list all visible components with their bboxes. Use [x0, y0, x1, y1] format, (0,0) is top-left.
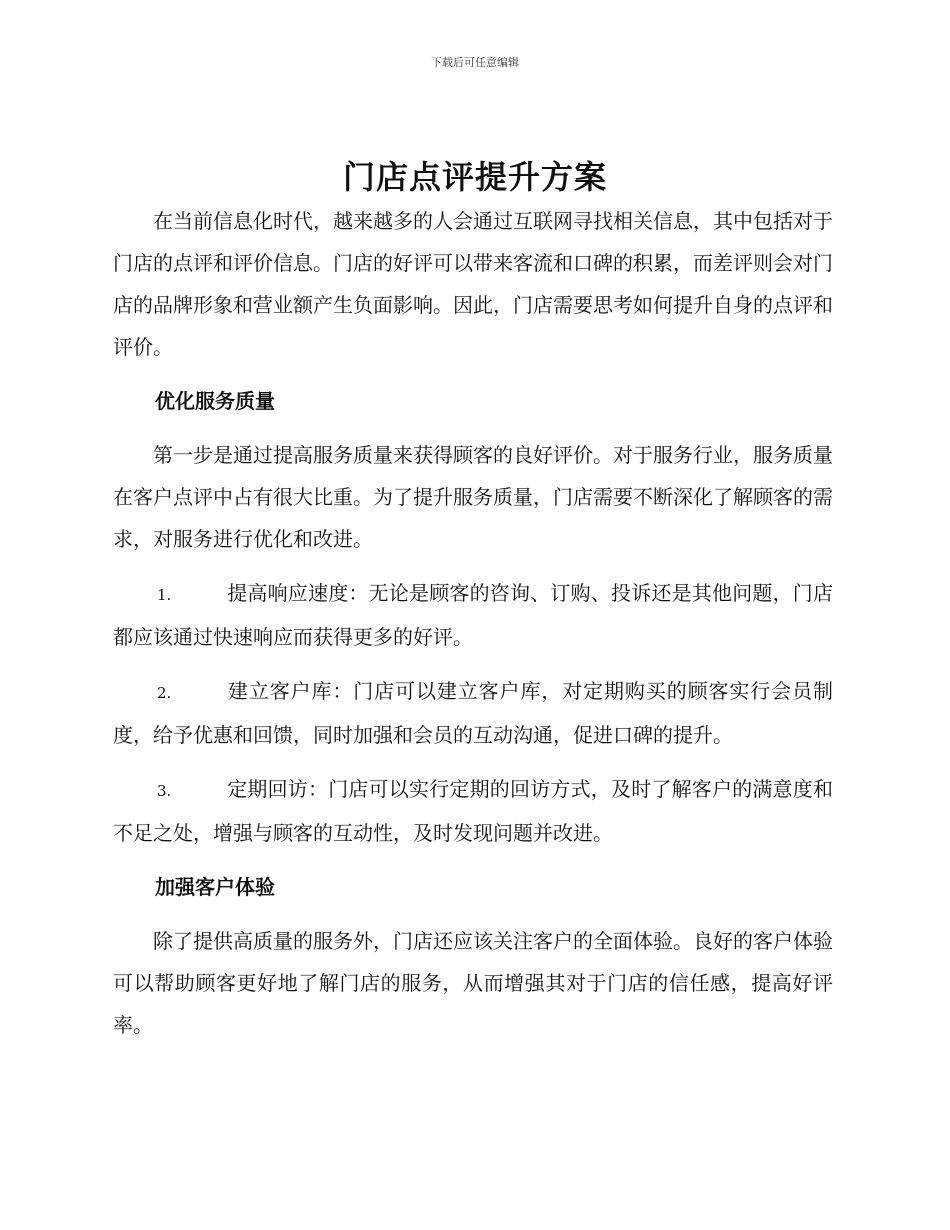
list-item-number: 2. [157, 684, 172, 702]
customer-experience-paragraph: 除了提供高质量的服务外，门店还应该关注客户的全面体验。良好的客户体验可以帮助顾客更好地了解门店的服务，从而增强其对于门店的信任感，提高好评率。 [113, 929, 833, 1037]
section-heading-customer-experience: 加强客户体验 [155, 875, 275, 899]
list-item [113, 572, 833, 658]
list-item-text: 提高响应速度：无论是顾客的咨询、订购、投诉还是其他问题，门店都应该通过快速响应而获得更多的好评。 [113, 581, 833, 649]
list-item [113, 768, 833, 854]
intro-paragraph: 在当前信息化时代，越来越多的人会通过互联网寻找相关信息，其中包括对于门店的点评和评价信息。门店的好评可以带来客流和口碑的积累，而差评则会对门店的品牌形象和营业额产生负面影响。因此，门店需要思考如何提升自身的点评和评价。 [113, 209, 833, 359]
document-body [113, 200, 833, 1046]
list-item [113, 670, 833, 756]
document-title: 门店点评提升方案 [342, 158, 607, 196]
page-header: 下载后可任意编辑 [431, 56, 519, 69]
section-heading-service-quality: 优化服务质量 [155, 389, 275, 413]
list-item-text: 定期回访：门店可以实行定期的回访方式，及时了解客户的满意度和不足之处，增强与顾客的互动性，及时发现问题并改进。 [113, 777, 833, 845]
service-quality-paragraph: 第一步是通过提高服务质量来获得顾客的良好评价。对于服务行业，服务质量在客户点评中占有很大比重。为了提升服务质量，门店需要不断深化了解顾客的需求，对服务进行优化和改进。 [113, 443, 833, 551]
list-item-text: 建立客户库：门店可以建立客户库，对定期购买的顾客实行会员制度，给予优惠和回馈，同时加强和会员的互动沟通，促进口碑的提升。 [113, 679, 833, 747]
list-item-number: 1. [157, 586, 172, 604]
list-item-number: 3. [157, 782, 172, 800]
